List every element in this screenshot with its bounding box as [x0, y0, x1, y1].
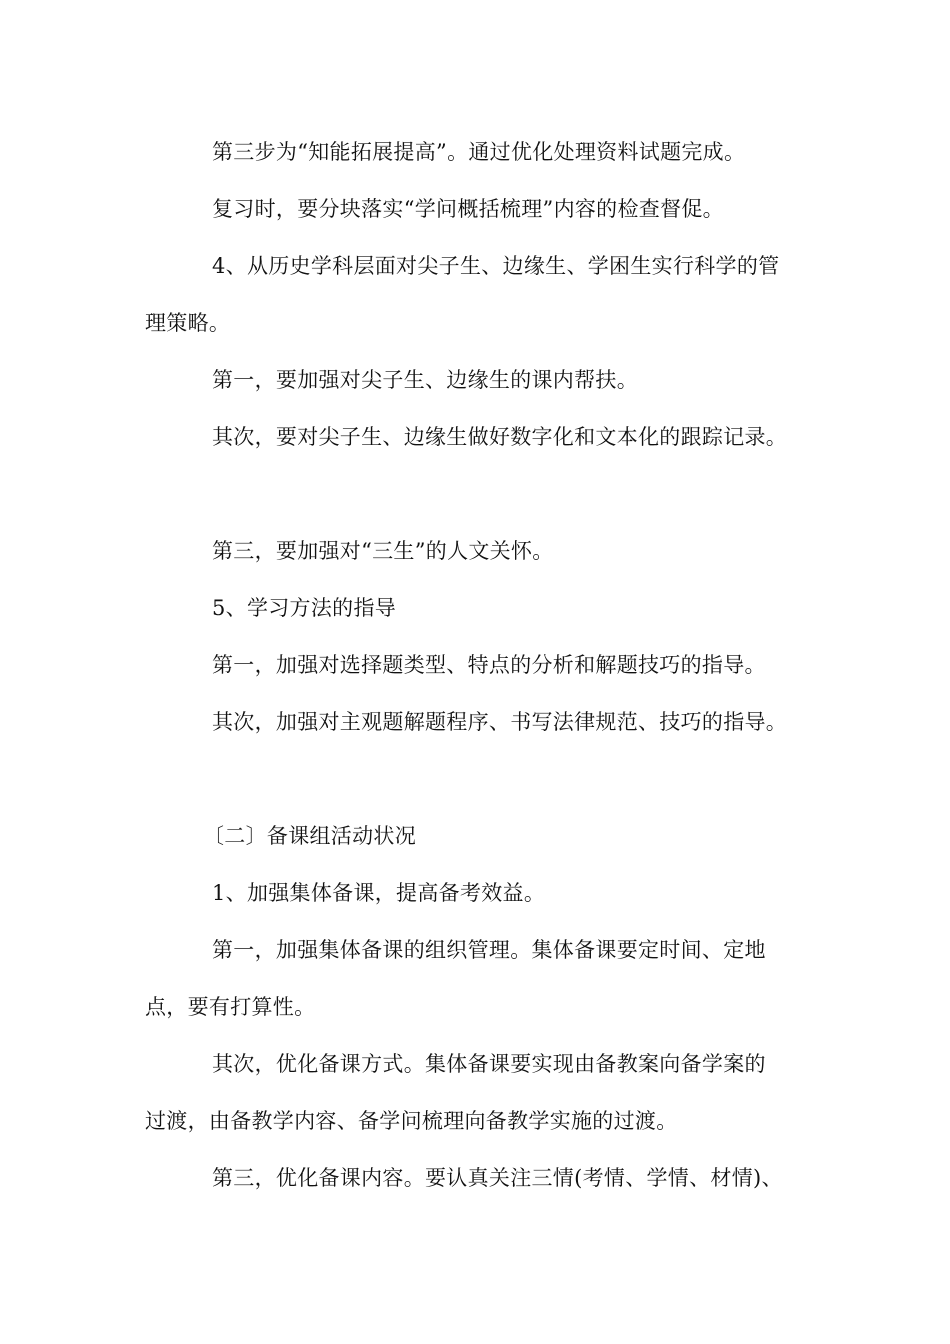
paragraph-line: 过渡，由备教学内容、备学问梳理向备教学实施的过渡。	[145, 1109, 678, 1133]
paragraph-line: 第三，优化备课内容。要认真关注三情(考情、学情、材情)、	[212, 1166, 783, 1190]
paragraph-line: 第一，加强对选择题类型、特点的分析和解题技巧的指导。	[212, 653, 766, 677]
paragraph-line: 第一，加强集体备课的组织管理。集体备课要定时间、定地	[212, 938, 766, 962]
paragraph-line: 第三，要加强对“三生”的人文关怀。	[212, 539, 554, 563]
paragraph-line: 理策略。	[145, 311, 231, 335]
paragraph-line: 5、学习方法的指导	[212, 596, 397, 620]
paragraph-line: 复习时，要分块落实“学问概括梳理”内容的检查督促。	[212, 197, 724, 221]
paragraph-line: 其次，加强对主观题解题程序、书写法律规范、技巧的指导。	[212, 710, 788, 734]
paragraph-line: 点，要有打算性。	[145, 995, 316, 1019]
paragraph-line: 1、加强集体备课，提高备考效益。	[212, 881, 546, 905]
paragraph-line: 第一，要加强对尖子生、边缘生的课内帮扶。	[212, 368, 638, 392]
section-heading: 〔二〕备课组活动状况	[203, 824, 416, 848]
paragraph-line: 其次，优化备课方式。集体备课要实现由备教案向备学案的	[212, 1052, 766, 1076]
paragraph-line: 4、从历史学科层面对尖子生、边缘生、学困生实行科学的管	[212, 254, 780, 278]
paragraph-line: 其次，要对尖子生、边缘生做好数字化和文本化的跟踪记录。	[212, 425, 788, 449]
paragraph-line: 第三步为“知能拓展提高”。通过优化处理资料试题完成。	[212, 140, 746, 164]
